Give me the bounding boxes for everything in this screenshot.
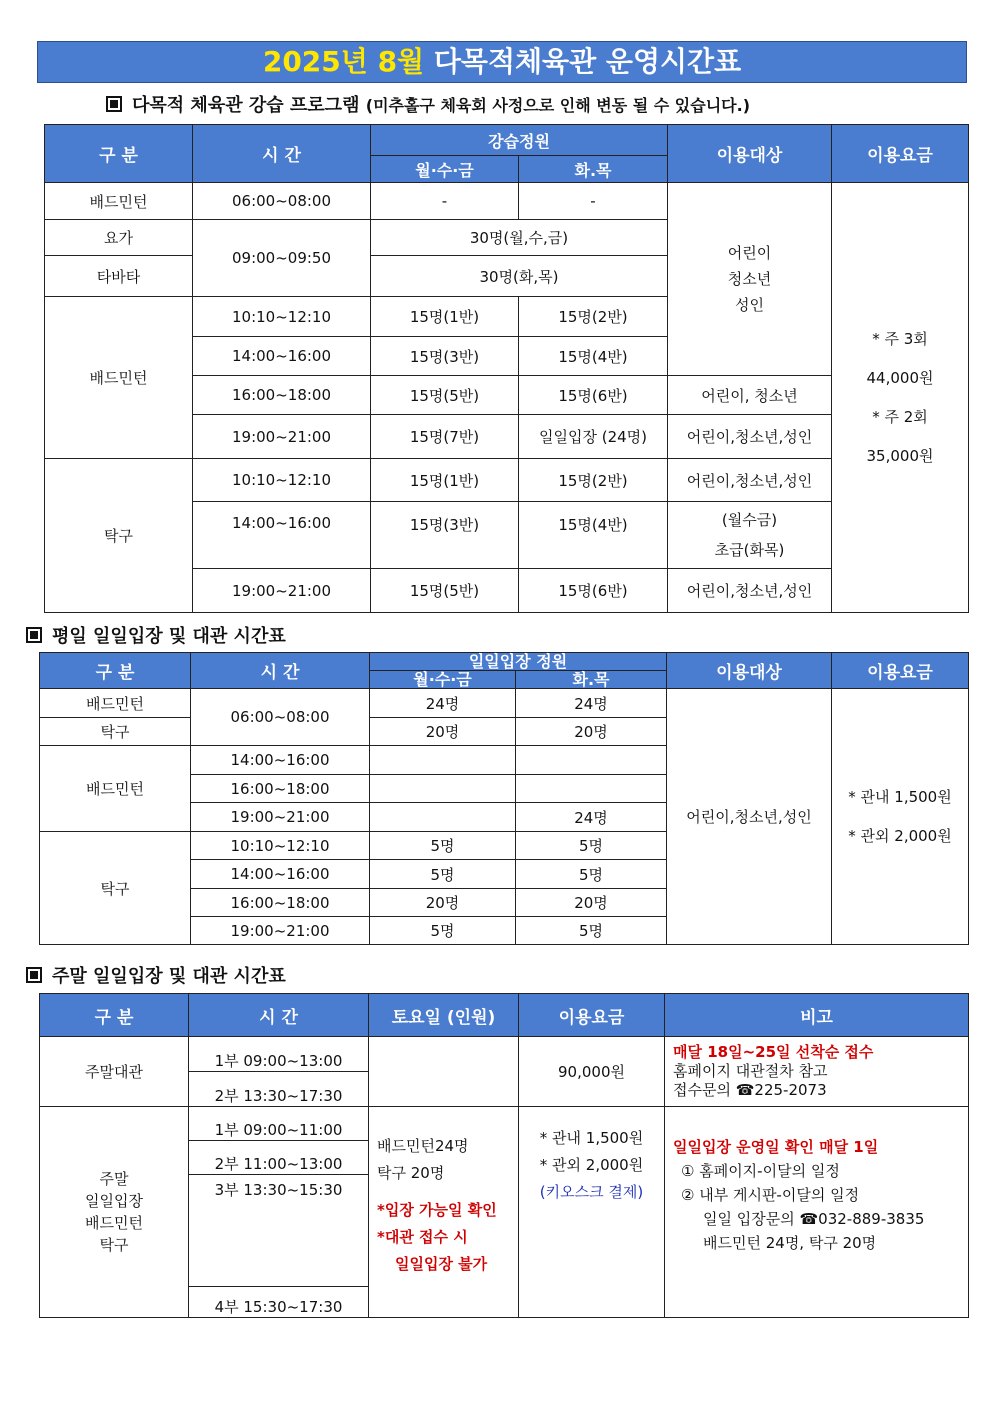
title-text: 다목적체육관 운영시간표 [433, 45, 742, 78]
row-mwf [370, 746, 516, 775]
row-target: (월수금) 초급(화목) [668, 502, 832, 569]
weekend-table [39, 993, 969, 1318]
square-bullet-icon [26, 627, 42, 643]
header-time: 시 간 [191, 653, 370, 689]
row-target: 어린이,청소년,성인 [668, 569, 832, 613]
row-time: 10:10~12:10 [191, 832, 370, 860]
row-tt: 15명(2반) [519, 297, 668, 337]
rent-saturday [369, 1037, 519, 1107]
row-time: 19:00~21:00 [193, 415, 371, 459]
section1-note: (미추홀구 체육회 사정으로 인해 변동 될 수 있습니다.) [365, 96, 751, 115]
row-type: 요가 [45, 220, 193, 256]
row-time: 14:00~16:00 [193, 502, 371, 569]
row-tt [516, 746, 667, 775]
row-type: 탁구 [40, 718, 191, 746]
row-tt: 5명 [516, 860, 667, 889]
rent-note: 매달 18일~25일 선착순 접수 홈페이지 대관절차 참고 접수문의 ☎225-2073 [665, 1037, 969, 1107]
header-tt: 화.목 [519, 156, 668, 183]
row-mwf: 15명(1반) [371, 297, 519, 337]
daily-slot-4: 4부 15:30~17:30 [189, 1287, 369, 1318]
row-tt: 5명 [516, 832, 667, 860]
lesson-program-table [44, 124, 969, 613]
row-target: 어린이,청소년,성인 [668, 415, 832, 459]
row-capacity: 30명(화,목) [371, 256, 668, 297]
page-title [37, 41, 967, 83]
row-type: 탁구 [40, 832, 191, 945]
row-mwf [370, 775, 516, 803]
square-bullet-icon [106, 96, 122, 112]
row-mwf [370, 803, 516, 832]
target-cell: 어린이 청소년 성인 [668, 183, 832, 376]
target-cell: 어린이,청소년,성인 [667, 689, 832, 945]
row-time: 09:00~09:50 [193, 220, 371, 297]
rent-fee: 90,000원 [519, 1037, 665, 1107]
section1-heading: 다목적 체육관 강습 프로그램 (미추홀구 체육회 사정으로 인해 변동 될 수 있습니다.) [106, 91, 750, 117]
section3-heading: 주말 일일입장 및 대관 시간표 [26, 962, 286, 988]
row-time: 16:00~18:00 [193, 376, 371, 415]
daily-note: 일일입장 운영일 확인 매달 1일 ① 홈페이지-이달의 일정 ② 내부 게시판-이달의 일정 일일 입장문의 ☎032-889-3835 배드민턴 24명, 탁구 20명 [665, 1107, 969, 1318]
row-time: 10:10~12:10 [193, 297, 371, 337]
title-month: 2025년 8월 [262, 45, 425, 78]
row-time: 14:00~16:00 [191, 746, 370, 775]
row-type: 배드민턴 [40, 746, 191, 832]
row-mwf: 24명 [370, 689, 516, 718]
row-capacity: 30명(월,수,금) [371, 220, 668, 256]
header-tt: 화.목 [516, 671, 667, 689]
row-type: 배드민턴 [45, 297, 193, 459]
daily-slot-3: 3부 13:30~15:30 [189, 1175, 369, 1287]
row-tt: 15명(6반) [519, 569, 668, 613]
rent-slot-1: 1부 09:00~13:00 [189, 1037, 369, 1072]
row-mwf: 5명 [370, 860, 516, 889]
header-capacity: 일일입장 정원 [370, 653, 667, 671]
rent-type: 주말대관 [40, 1037, 189, 1107]
row-mwf: 15명(3반) [371, 502, 519, 569]
daily-fee: * 관내 1,500원 * 관외 2,000원 (키오스크 결제) [519, 1107, 665, 1318]
row-tt: 15명(6반) [519, 376, 668, 415]
row-target: 어린이, 청소년 [668, 376, 832, 415]
header-saturday: 토요일 (인원) [369, 994, 519, 1037]
row-tt: 일일입장 (24명) [519, 415, 668, 459]
row-mwf: 15명(7반) [371, 415, 519, 459]
row-tt: 15명(4반) [519, 502, 668, 569]
fee-cell: * 관내 1,500원 * 관외 2,000원 [832, 689, 969, 945]
row-time: 19:00~21:00 [193, 569, 371, 613]
row-time: 14:00~16:00 [193, 337, 371, 376]
rent-slot-2: 2부 13:30~17:30 [189, 1072, 369, 1107]
header-mwf: 월·수·금 [371, 156, 519, 183]
header-mwf: 월·수·금 [370, 671, 516, 689]
row-mwf: 15명(5반) [371, 569, 519, 613]
header-capacity: 강습정원 [371, 125, 668, 156]
row-tt: 20명 [516, 889, 667, 917]
row-mwf: 5명 [370, 832, 516, 860]
row-mwf: 20명 [370, 889, 516, 917]
row-time: 06:00~08:00 [193, 183, 371, 220]
fee-cell: * 주 3회 44,000원 * 주 2회 35,000원 [832, 183, 969, 613]
daily-type: 주말 일일입장 배드민턴 탁구 [40, 1107, 189, 1318]
row-type: 타바타 [45, 256, 193, 297]
row-tt: 5명 [516, 917, 667, 945]
row-tt: 24명 [516, 689, 667, 718]
row-mwf: - [371, 183, 519, 220]
daily-slot-2: 2부 11:00~13:00 [189, 1141, 369, 1175]
header-time: 시 간 [193, 125, 371, 183]
row-mwf: 5명 [370, 917, 516, 945]
header-fee: 이용요금 [832, 125, 969, 183]
daily-slot-1: 1부 09:00~11:00 [189, 1107, 369, 1141]
row-tt: 20명 [516, 718, 667, 746]
row-time: 19:00~21:00 [191, 917, 370, 945]
row-time: 14:00~16:00 [191, 860, 370, 889]
row-tt [516, 775, 667, 803]
row-time: 16:00~18:00 [191, 889, 370, 917]
header-type: 구 분 [40, 653, 191, 689]
row-mwf: 15명(1반) [371, 459, 519, 502]
row-type: 배드민턴 [40, 689, 191, 718]
row-time: 16:00~18:00 [191, 775, 370, 803]
row-mwf: 15명(3반) [371, 337, 519, 376]
header-type: 구 분 [45, 125, 193, 183]
row-tt: 15명(2반) [519, 459, 668, 502]
row-time: 10:10~12:10 [193, 459, 371, 502]
row-time: 19:00~21:00 [191, 803, 370, 832]
row-mwf: 15명(5반) [371, 376, 519, 415]
row-type: 배드민턴 [45, 183, 193, 220]
weekday-daily-table [39, 652, 969, 945]
header-target: 이용대상 [668, 125, 832, 183]
row-time: 06:00~08:00 [191, 689, 370, 746]
header-time: 시 간 [189, 994, 369, 1037]
row-mwf: 20명 [370, 718, 516, 746]
row-type: 탁구 [45, 459, 193, 613]
header-type: 구 분 [40, 994, 189, 1037]
header-note: 비고 [665, 994, 969, 1037]
header-target: 이용대상 [667, 653, 832, 689]
row-tt: 15명(4반) [519, 337, 668, 376]
row-tt: - [519, 183, 668, 220]
section2-heading: 평일 일일입장 및 대관 시간표 [26, 622, 286, 648]
header-fee: 이용요금 [832, 653, 969, 689]
square-bullet-icon [26, 967, 42, 983]
row-target: 어린이,청소년,성인 [668, 459, 832, 502]
header-fee: 이용요금 [519, 994, 665, 1037]
daily-saturday: 배드민턴24명 탁구 20명 *입장 가능일 확인 *대관 접수 시 일일입장 불가 [369, 1107, 519, 1318]
row-tt: 24명 [516, 803, 667, 832]
